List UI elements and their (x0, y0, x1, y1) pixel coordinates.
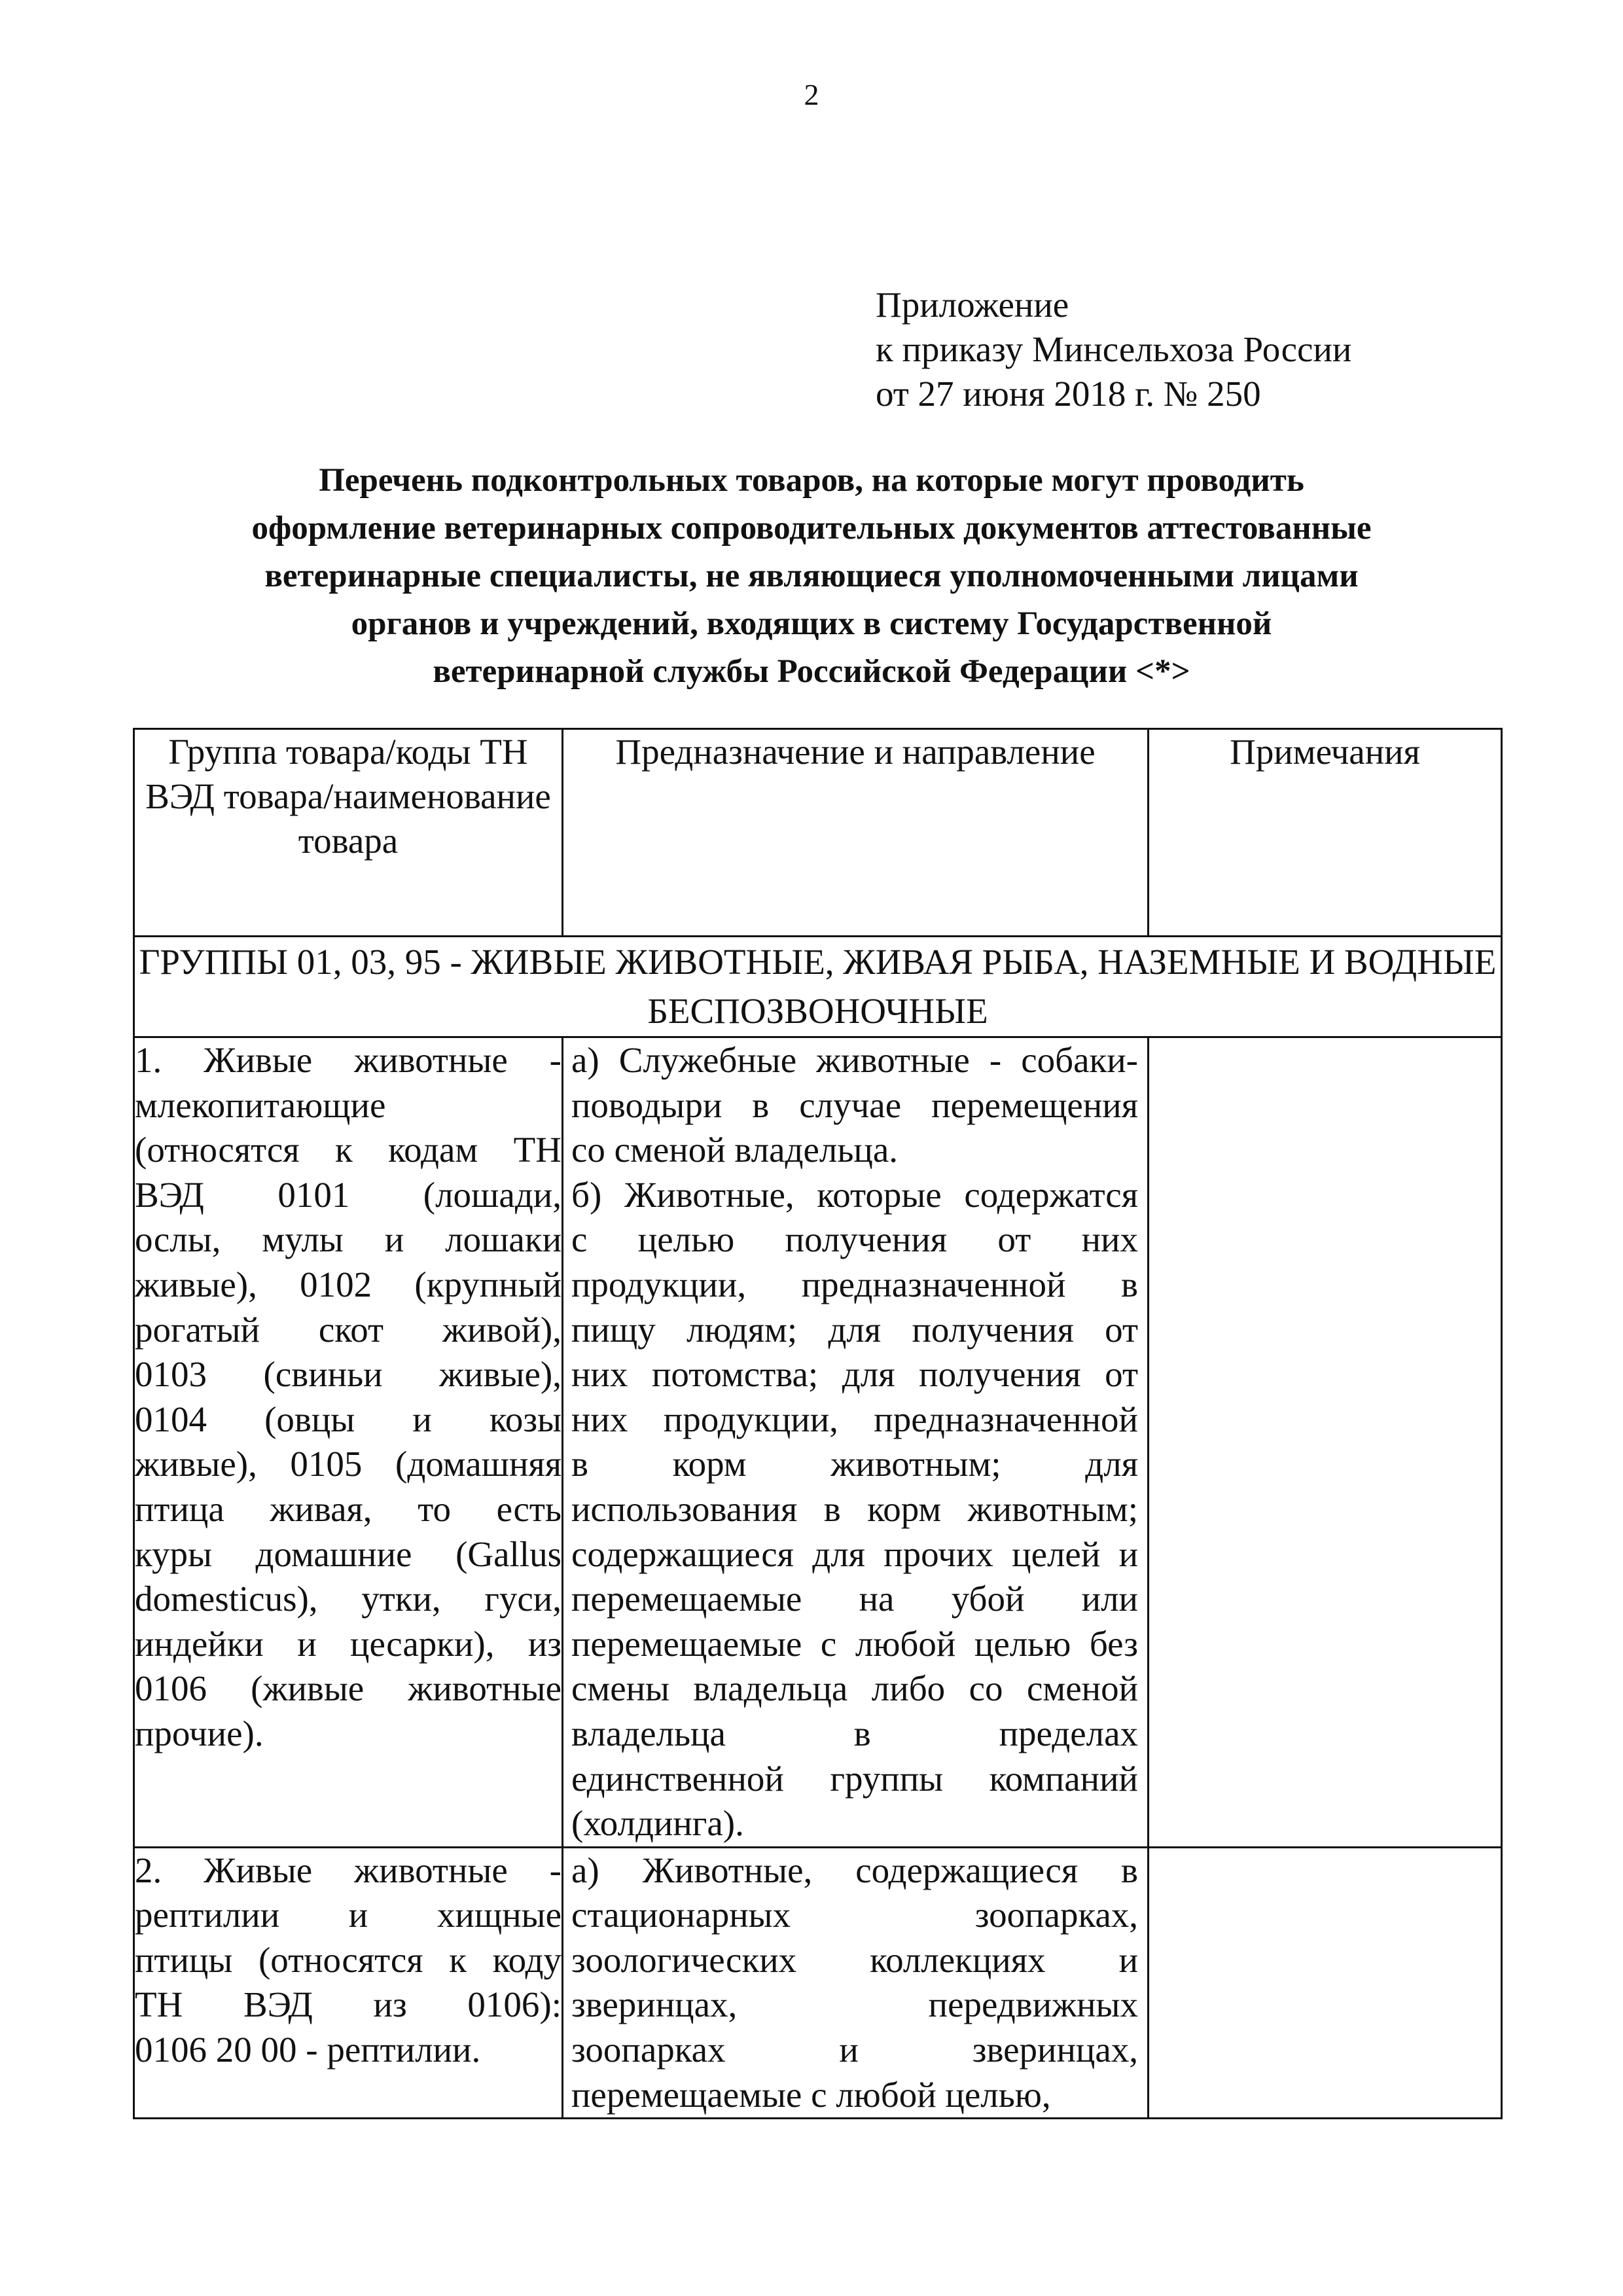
header-product-group: Группа товара/коды ТН ВЭД товара/наименование товара (134, 729, 563, 937)
cell-line: со сменой владельца. (571, 1130, 899, 1170)
document-title (118, 457, 1505, 696)
cell-line: использования в корм животным; (571, 1488, 1138, 1529)
cell-line: ВЭД 0101 (лошади, (135, 1174, 562, 1215)
cell-line: (относятся к кодам ТН (135, 1130, 562, 1170)
table-row (134, 1847, 1502, 2119)
cell-line: куры домашние (Gallus (135, 1534, 562, 1574)
notes-cell (1149, 1847, 1502, 2119)
table-header-row (134, 729, 1502, 937)
cell-line: domesticus), утки, гуси, (135, 1579, 562, 1619)
appendix-line: от 27 июня 2018 г. № 250 (876, 374, 1261, 414)
title-line: органов и учреждений, входящих в систему Государственной (351, 605, 1272, 642)
cell-line: рогатый скот живой), (135, 1309, 562, 1350)
cell-line: поводыри в случае перемещения (571, 1085, 1138, 1125)
cell-line: владельца в пределах (571, 1713, 1138, 1753)
appendix-line: Приложение (876, 285, 1069, 325)
cell-line: 2. Живые животные - (135, 1850, 562, 1890)
cell-line: зоологических коллекциях и (571, 1939, 1138, 1980)
cell-line: (холдинга). (571, 1803, 744, 1844)
cell-line: содержащиеся для прочих целей и (571, 1534, 1138, 1574)
cell-line: птицы (относятся к коду (135, 1939, 562, 1980)
cell-line: зверинцах, передвижных (571, 1984, 1138, 2025)
cell-line: рептилии и хищные (135, 1895, 562, 1935)
cell-line: б) Животные, которые содержатся (571, 1174, 1138, 1215)
cell-line: индейки и цесарки), из (135, 1623, 562, 1664)
group-heading: ГРУППЫ 01, 03, 95 - ЖИВЫЕ ЖИВОТНЫЕ, ЖИВАЯ РЫБА, НАЗЕМНЫЕ И ВОДНЫЕ БЕСПОЗВОНОЧНЫЕ (134, 937, 1502, 1037)
cell-line: птица живая, то есть (135, 1488, 562, 1529)
cell-line: ослы, мулы и лошаки (135, 1219, 562, 1260)
product-cell (134, 1037, 563, 1848)
cell-line: а) Служебные животные - собаки- (571, 1040, 1138, 1080)
title-line: оформление ветеринарных сопроводительных документов аттестованные (251, 510, 1372, 547)
purpose-cell (563, 1847, 1149, 2119)
cell-line: живые), 0102 (крупный (135, 1264, 562, 1304)
notes-cell (1149, 1037, 1502, 1848)
cell-line: них продукции, предназначенной (571, 1399, 1138, 1439)
title-line: ветеринарной службы Российской Федерации <*> (433, 653, 1190, 690)
cell-line: стационарных зоопарках, (571, 1895, 1138, 1935)
product-cell (134, 1847, 563, 2119)
cell-line: перемещаемые с любой целью, (571, 2074, 1051, 2115)
page-number: 2 (804, 78, 819, 111)
cell-line: прочие). (135, 1713, 264, 1753)
title-line: Перечень подконтрольных товаров, на которые могут проводить (319, 462, 1304, 499)
cell-line: живые), 0105 (домашняя (135, 1444, 562, 1484)
cell-line: них потомства; для получения от (571, 1354, 1138, 1395)
cell-line: продукции, предназначенной в (571, 1264, 1138, 1304)
cell-line: перемещаемые на убой или (571, 1579, 1138, 1619)
cell-line: а) Животные, содержащиеся в (571, 1850, 1138, 1890)
cell-line: зоопарках и зверинцах, (571, 2030, 1138, 2070)
cell-line: 1. Живые животные - (135, 1040, 562, 1080)
cell-line: пищу людям; для получения от (571, 1309, 1138, 1350)
cell-line: в корм животным; для (571, 1444, 1138, 1484)
cell-line: 0104 (овцы и козы (135, 1399, 562, 1439)
cell-line: перемещаемые с любой целью без (571, 1623, 1138, 1664)
purpose-cell (563, 1037, 1149, 1848)
cell-line: млекопитающие (135, 1085, 386, 1125)
title-line: ветеринарные специалисты, не являющиеся уполномоченными лицами (264, 558, 1359, 594)
group-heading-row (134, 937, 1502, 1037)
header-notes: Примечания (1149, 729, 1502, 937)
table-row (134, 1037, 1502, 1848)
appendix-block (876, 283, 1569, 416)
cell-line: ТН ВЭД из 0106): (135, 1984, 562, 2025)
cell-line: с целью получения от них (571, 1219, 1138, 1260)
cell-line: 0106 20 00 - рептилии. (135, 2030, 481, 2070)
cell-line: 0103 (свиньи живые), (135, 1354, 562, 1395)
goods-table (133, 728, 1503, 2119)
header-purpose: Предназначение и направление (563, 729, 1149, 937)
cell-line: единственной группы компаний (571, 1758, 1138, 1799)
cell-line: 0106 (живые животные (135, 1668, 562, 1709)
appendix-line: к приказу Минсельхоза России (876, 329, 1352, 369)
cell-line: смены владельца либо со сменой (571, 1668, 1138, 1709)
